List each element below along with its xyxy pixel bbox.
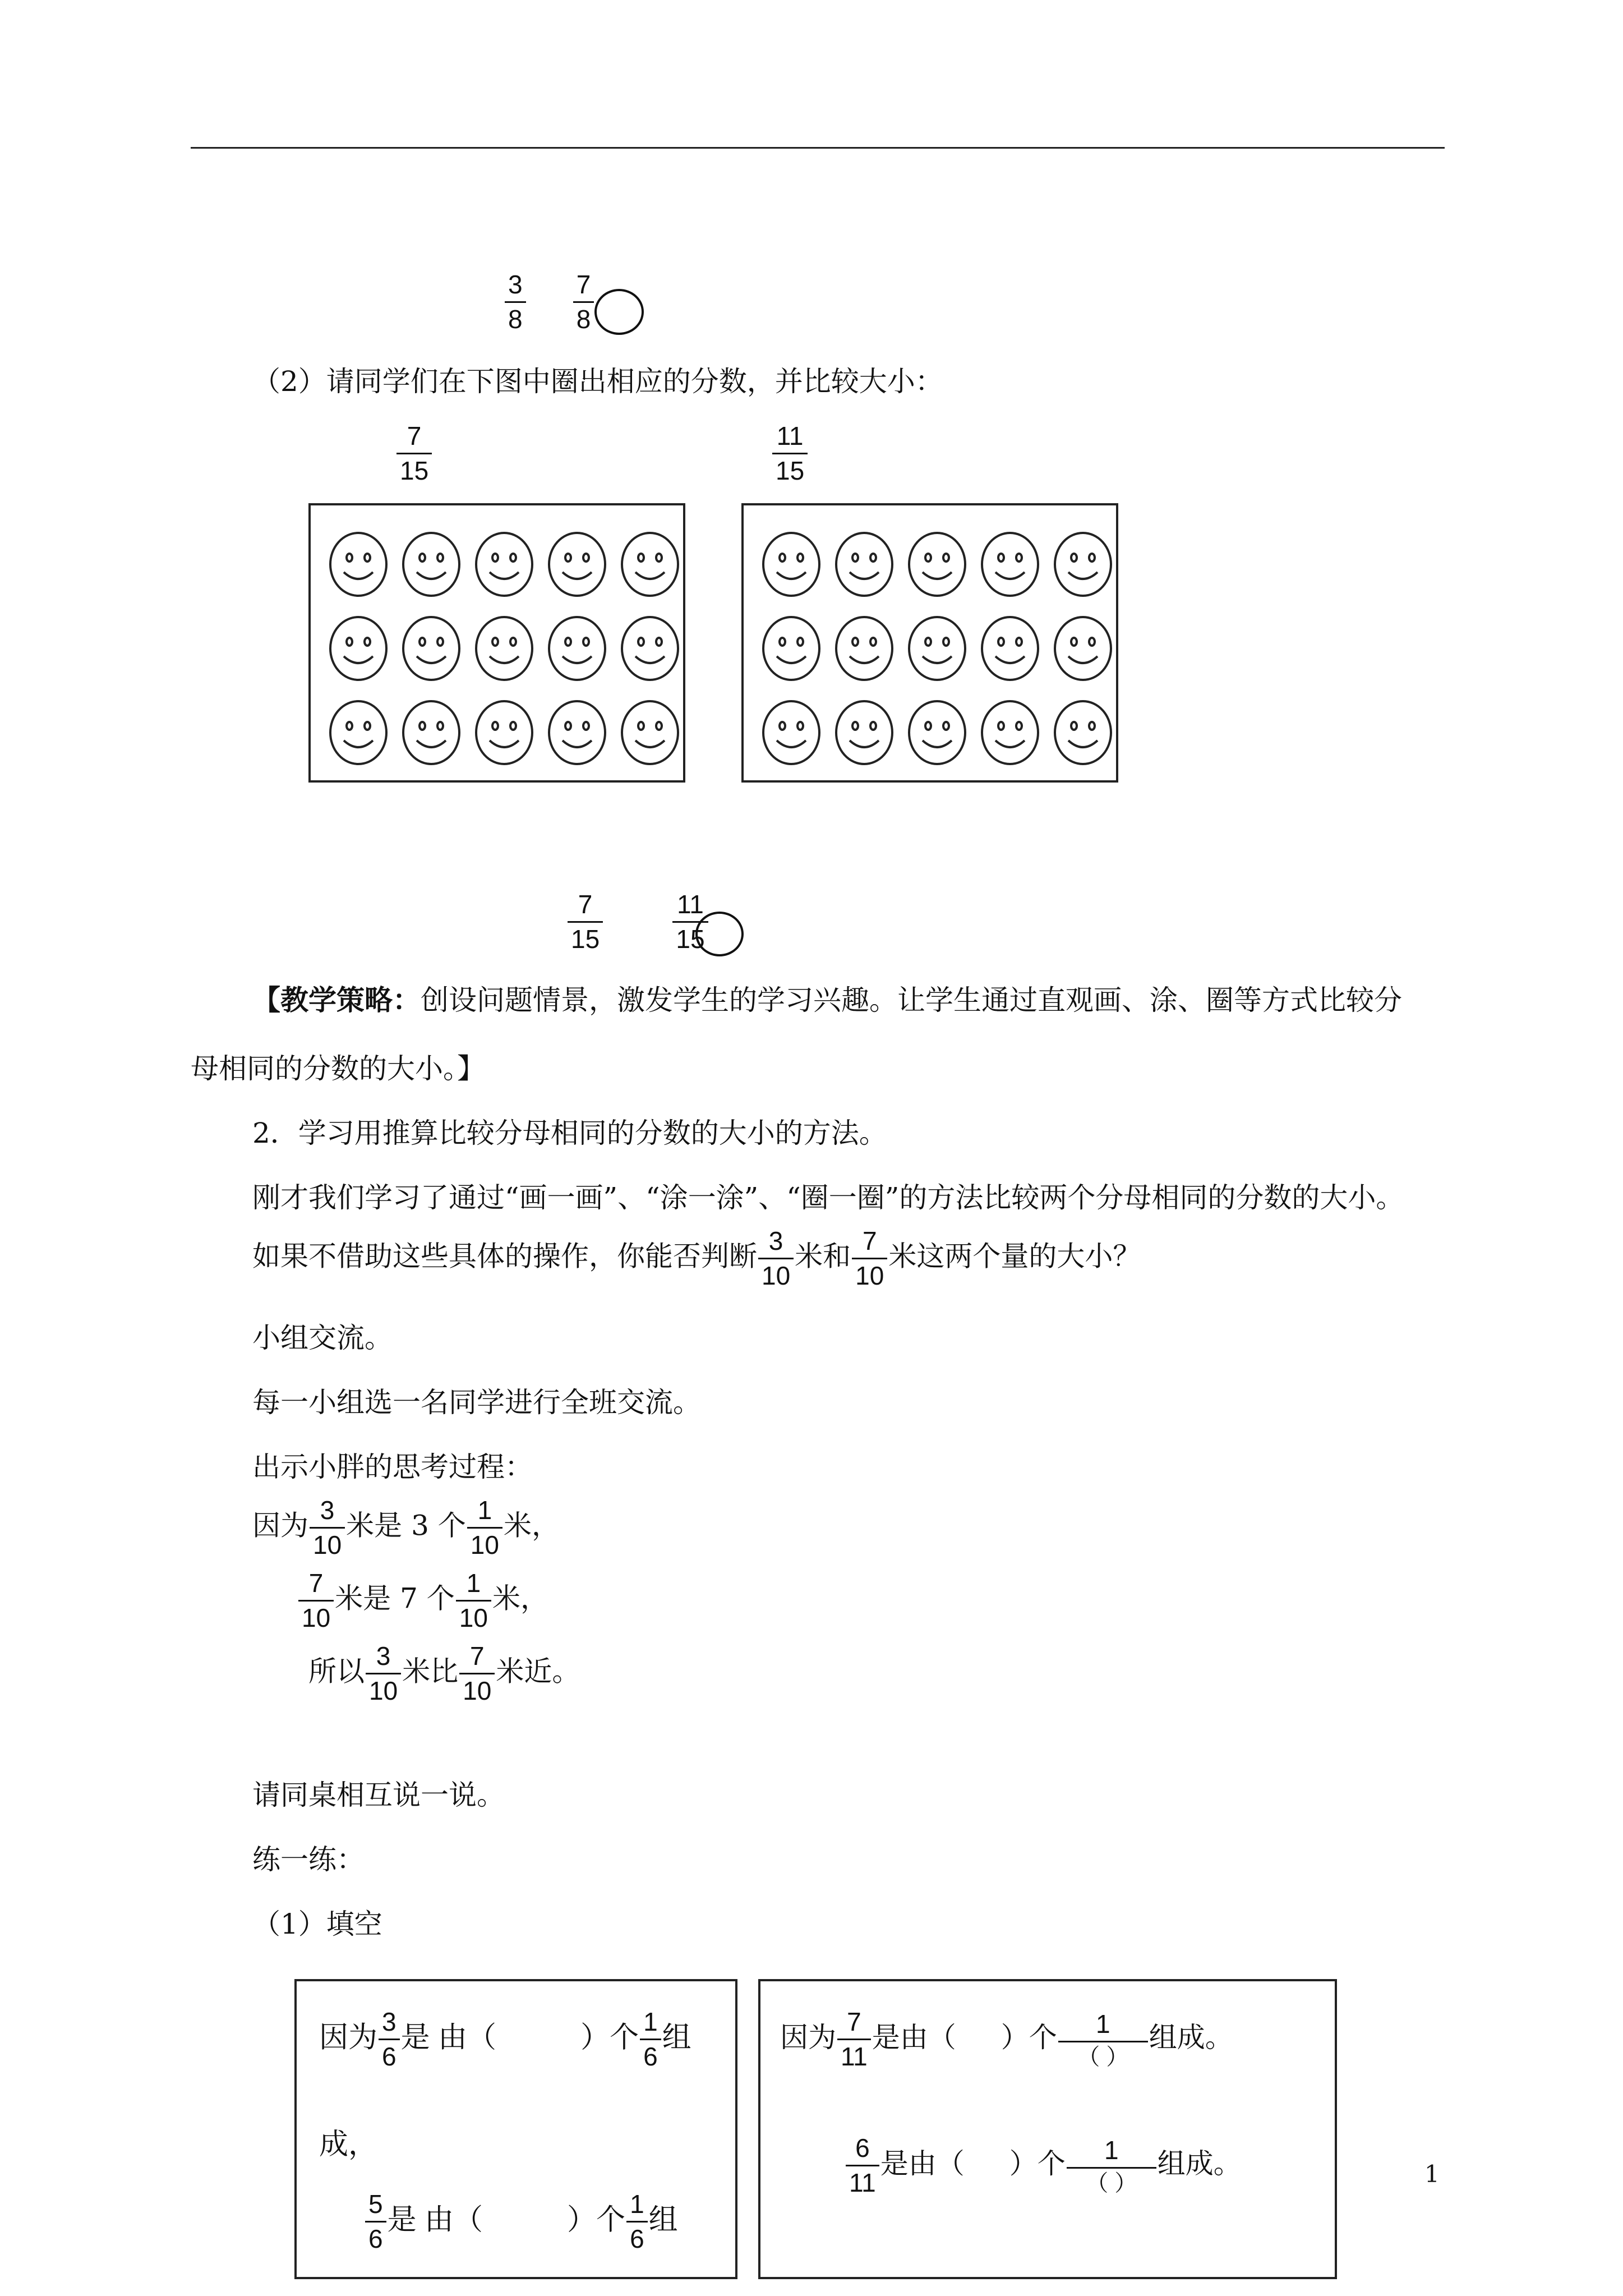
fill-left-line-3: $\frac{5}{6}$ 是 由（ ）个 $\frac{1}{6}$ 组 <box>364 2189 678 2254</box>
fill-box-right <box>758 1979 1337 2279</box>
smiley-face-icon[interactable] <box>901 522 974 606</box>
fraction-11-15: $\frac{11}{15}$ <box>672 889 708 955</box>
smiley-face-icon[interactable] <box>755 522 828 606</box>
compare-circle-top[interactable] <box>594 289 644 335</box>
paragraph-group: 小组交流。 <box>252 1322 393 1354</box>
smiley-face-icon[interactable] <box>828 522 901 606</box>
smiley-face-icon[interactable] <box>395 606 468 691</box>
smiley-face-icon[interactable] <box>755 606 828 691</box>
bottom-compare <box>566 889 709 955</box>
smiley-box-left <box>308 503 685 783</box>
smiley-face-icon[interactable] <box>1046 606 1119 691</box>
smiley-face-icon[interactable] <box>614 691 686 775</box>
fraction-7-8: $\frac{7}{8}$ <box>573 269 594 335</box>
paragraph-show: 出示小胖的思考过程： <box>252 1451 533 1483</box>
smiley-face-icon[interactable] <box>1046 691 1119 775</box>
box-right-label: $\frac{11}{15}$ <box>771 421 809 486</box>
box-left-label: $\frac{7}{15}$ <box>395 421 433 486</box>
paragraph-desk: 请同桌相互说一说。 <box>252 1779 505 1811</box>
reason-line-1: 因为 $\frac{3}{10}$ 米是 3 个 $\frac{1}{10}$ 米， <box>252 1496 560 1560</box>
smiley-face-icon[interactable] <box>828 606 901 691</box>
paragraph-fill: （1）填空 <box>252 1908 382 1940</box>
smiley-face-icon[interactable] <box>901 606 974 691</box>
smiley-face-icon[interactable] <box>614 606 686 691</box>
paragraph-each: 每一小组选一名同学进行全班交流。 <box>252 1386 701 1419</box>
header-rule <box>191 147 1445 149</box>
smiley-face-icon[interactable] <box>755 691 828 775</box>
smiley-face-icon[interactable] <box>828 691 901 775</box>
smiley-face-icon[interactable] <box>974 606 1046 691</box>
smiley-face-icon[interactable] <box>322 691 395 775</box>
page-number: 1 <box>1424 2160 1440 2188</box>
smiley-face-icon[interactable] <box>395 691 468 775</box>
smiley-box-right <box>741 503 1118 783</box>
smiley-face-icon[interactable] <box>541 606 614 691</box>
reason-line-3: 所以 $\frac{3}{10}$ 米比 $\frac{7}{10}$ 米近。 <box>308 1641 580 1706</box>
smiley-face-icon[interactable] <box>541 522 614 606</box>
fraction-3-8: $\frac{3}{8}$ <box>505 269 526 335</box>
smiley-face-icon[interactable] <box>974 522 1046 606</box>
smiley-face-icon[interactable] <box>614 522 686 606</box>
smiley-face-icon[interactable] <box>974 691 1046 775</box>
smiley-face-icon[interactable] <box>901 691 974 775</box>
smiley-face-icon[interactable] <box>322 606 395 691</box>
smiley-face-icon[interactable] <box>395 522 468 606</box>
smiley-face-icon[interactable] <box>322 522 395 606</box>
smiley-face-icon[interactable] <box>468 522 541 606</box>
section2-title: 2．学习用推算比较分母相同的分数的大小的方法。 <box>252 1117 887 1149</box>
paragraph-practice: 练一练： <box>252 1843 365 1876</box>
smiley-face-icon[interactable] <box>1046 522 1119 606</box>
fill-right-line-2: $\frac{6}{11}$ 是由（ ）个 $\frac{1}{( )}$ 组成。 <box>845 2133 1242 2198</box>
reason-line-2: $\frac{7}{10}$ 米是 7 个 $\frac{1}{10}$ 米， <box>297 1568 548 1634</box>
smiley-grid-right <box>755 522 1119 775</box>
strategy-line-1: 【教学策略：创设问题情景，激发学生的学习兴趣。让学生通过直观画、涂、圈等方式比较分 <box>252 983 1402 1016</box>
smiley-face-icon[interactable] <box>468 691 541 775</box>
smiley-face-icon[interactable] <box>541 691 614 775</box>
fill-box-left <box>294 1979 737 2279</box>
smiley-grid-left <box>322 522 686 775</box>
fill-right-line-1: 因为 $\frac{7}{11}$ 是由（ ）个 $\frac{1}{( )}$ 组成。 <box>780 2007 1233 2072</box>
paragraph-question: 如果不借助这些具体的操作，你能否判断 $\frac{3}{10}$ 米和 $\frac{7}{10}$ 米这两个量的大小？ <box>252 1226 1141 1291</box>
fill-left-line-1: 因为 $\frac{3}{6}$ 是 由（ ）个 $\frac{1}{6}$ 组 <box>319 2007 691 2072</box>
compare-circle-bottom[interactable] <box>695 912 744 956</box>
strategy-line-2: 母相同的分数的大小。】 <box>191 1052 485 1085</box>
top-compare <box>504 269 595 335</box>
paragraph-intro: 刚才我们学习了通过“画一画”、“涂一涂”、“圈一圈”的方法比较两个分母相同的分数的大小。 <box>252 1181 1404 1214</box>
fraction-7-15: $\frac{7}{15}$ <box>568 889 603 955</box>
fill-left-line-2: 成， <box>319 2128 378 2161</box>
smiley-face-icon[interactable] <box>468 606 541 691</box>
item2-text: （2）请同学们在下图中圈出相应的分数，并比较大小： <box>252 365 943 398</box>
